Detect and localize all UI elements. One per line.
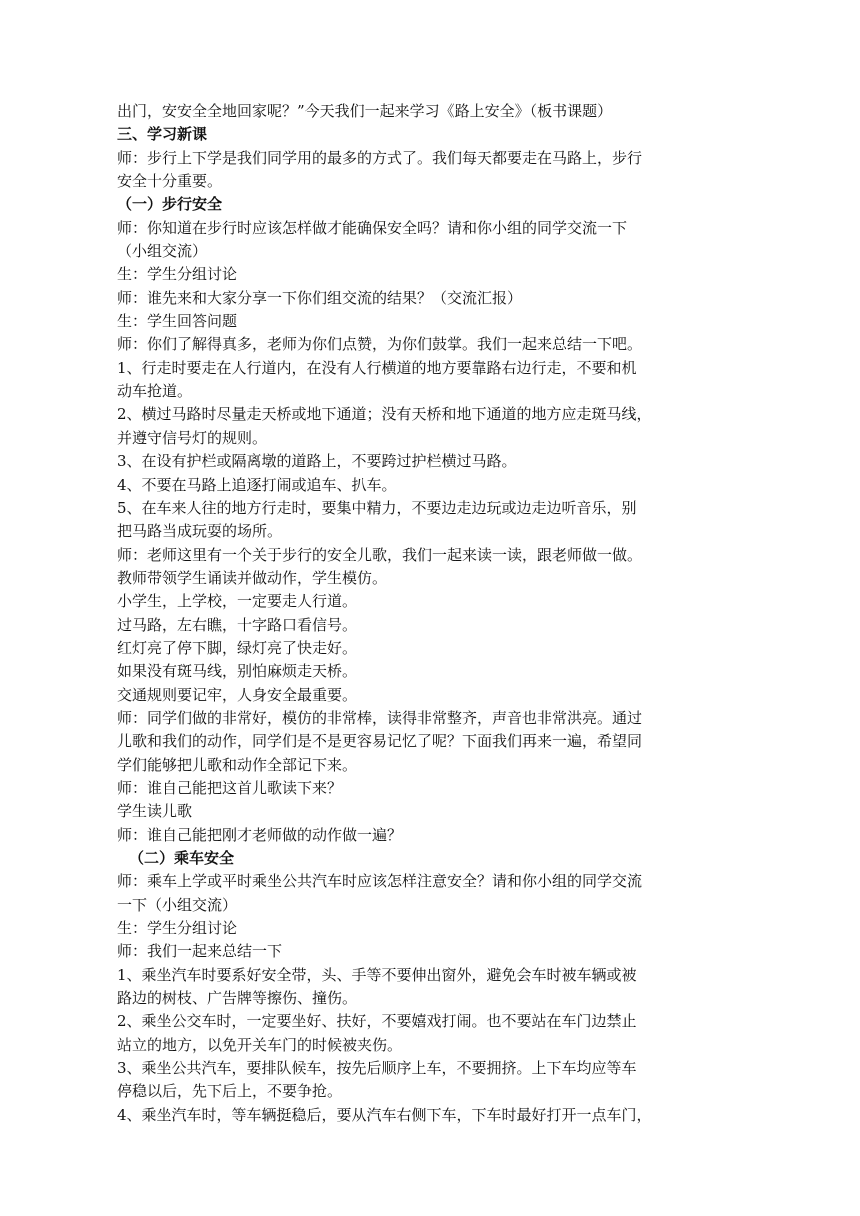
text-line: 师：乘车上学或平时乘坐公共汽车时应该怎样注意安全？请和你小组的同学交流 [117,872,643,891]
text-line: 把马路当成玩耍的场所。 [117,522,283,541]
text-line: 如果没有斑马线，别怕麻烦走天桥。 [117,662,358,681]
section-heading: 三、学习新课 [117,125,208,144]
text-line: 师：你知道在步行时应该怎样做才能确保安全吗？请和你小组的同学交流一下 [117,218,628,237]
text-line: 生：学生分组讨论 [117,265,238,284]
text-line: 路边的树枝、广告牌等擦伤、撞伤。 [117,989,358,1008]
text-line: 2、乘坐公交车时，一定要坐好、扶好，不要嬉戏打闹。也不要站在车门边禁止 [117,1012,637,1031]
text-line: 并遵守信号灯的规则。 [117,428,268,447]
text-line: 红灯亮了停下脚，绿灯亮了快走好。 [117,638,358,657]
text-line: 5、在车来人往的地方行走时，要集中精力，不要边走边玩或边走边听音乐，别 [117,498,637,517]
text-line: 过马路，左右瞧，十字路口看信号。 [117,615,358,634]
text-line: 2、横过马路时尽量走天桥或地下通道；没有天桥和地下通道的地方应走斑马线， [117,405,652,424]
text-line: 师：谁先来和大家分享一下你们组交流的结果？（交流汇报） [117,288,523,307]
section-heading: （一）步行安全 [117,195,223,214]
text-line: 生：学生回答问题 [117,312,238,331]
text-line: 停稳以后，先下后上，不要争抢。 [117,1082,343,1101]
text-line: 师：你们了解得真多，老师为你们点赞，为你们鼓掌。我们一起来总结一下吧。 [117,335,643,354]
text-line: 出门，安安全全地回家呢？”今天我们一起来学习《路上安全》（板书课题） [117,102,613,120]
text-line: 1、行走时要走在人行道内，在没有人行横道的地方要靠路右边行走，不要和机 [117,358,637,377]
text-line: 站立的地方，以免开关车门的时候被夹伤。 [117,1035,403,1054]
text-line: 师：步行上下学是我们同学用的最多的方式了。我们每天都要走在马路上，步行 [117,148,643,167]
document-page [117,100,737,1127]
text-line: 安全十分重要。 [117,172,223,191]
text-line: 生：学生分组讨论 [117,919,238,938]
text-line: 交通规则要记牢，人身安全最重要。 [117,685,358,704]
text-line: 1、乘坐汽车时要系好安全带，头、手等不要伸出窗外，避免会车时被车辆或被 [117,965,637,984]
text-line: 师：谁自己能把这首儿歌读下来？ [117,778,343,797]
text-line: 教师带领学生诵读并做动作，学生模仿。 [117,568,388,587]
text-line: 一下（小组交流） [117,895,238,914]
text-line: 动车抢道。 [117,382,193,401]
text-line: 小学生，上学校，一定要走人行道。 [117,592,358,611]
text-line: 学生读儿歌 [117,802,193,821]
text-line: 师：我们一起来总结一下 [117,942,283,961]
section-heading: （二）乘车安全 [129,849,235,867]
text-line: （小组交流） [117,242,208,261]
text-line: 3、在设有护栏或隔离墩的道路上，不要跨过护栏横过马路。 [117,452,517,471]
text-line: 儿歌和我们的动作，同学们是不是更容易记忆了呢？下面我们再来一遍，希望同 [117,732,643,751]
text-line: 3、乘坐公共汽车，要排队候车，按先后顺序上车，不要拥挤。上下车均应等车 [117,1059,637,1078]
text-line: 4、不要在马路上追逐打闹或追车、扒车。 [117,475,397,494]
text-line: 4、乘坐汽车时，等车辆挺稳后，要从汽车右侧下车，下车时最好打开一点车门， [117,1105,652,1124]
text-line: 师：老师这里有一个关于步行的安全儿歌，我们一起来读一读，跟老师做一做。 [117,545,643,564]
text-line: 师：同学们做的非常好，模仿的非常棒，读得非常整齐，声音也非常洪亮。通过 [117,708,643,727]
text-line: 学们能够把儿歌和动作全部记下来。 [117,755,358,774]
text-line: 师：谁自己能把刚才老师做的动作做一遍？ [117,825,403,844]
